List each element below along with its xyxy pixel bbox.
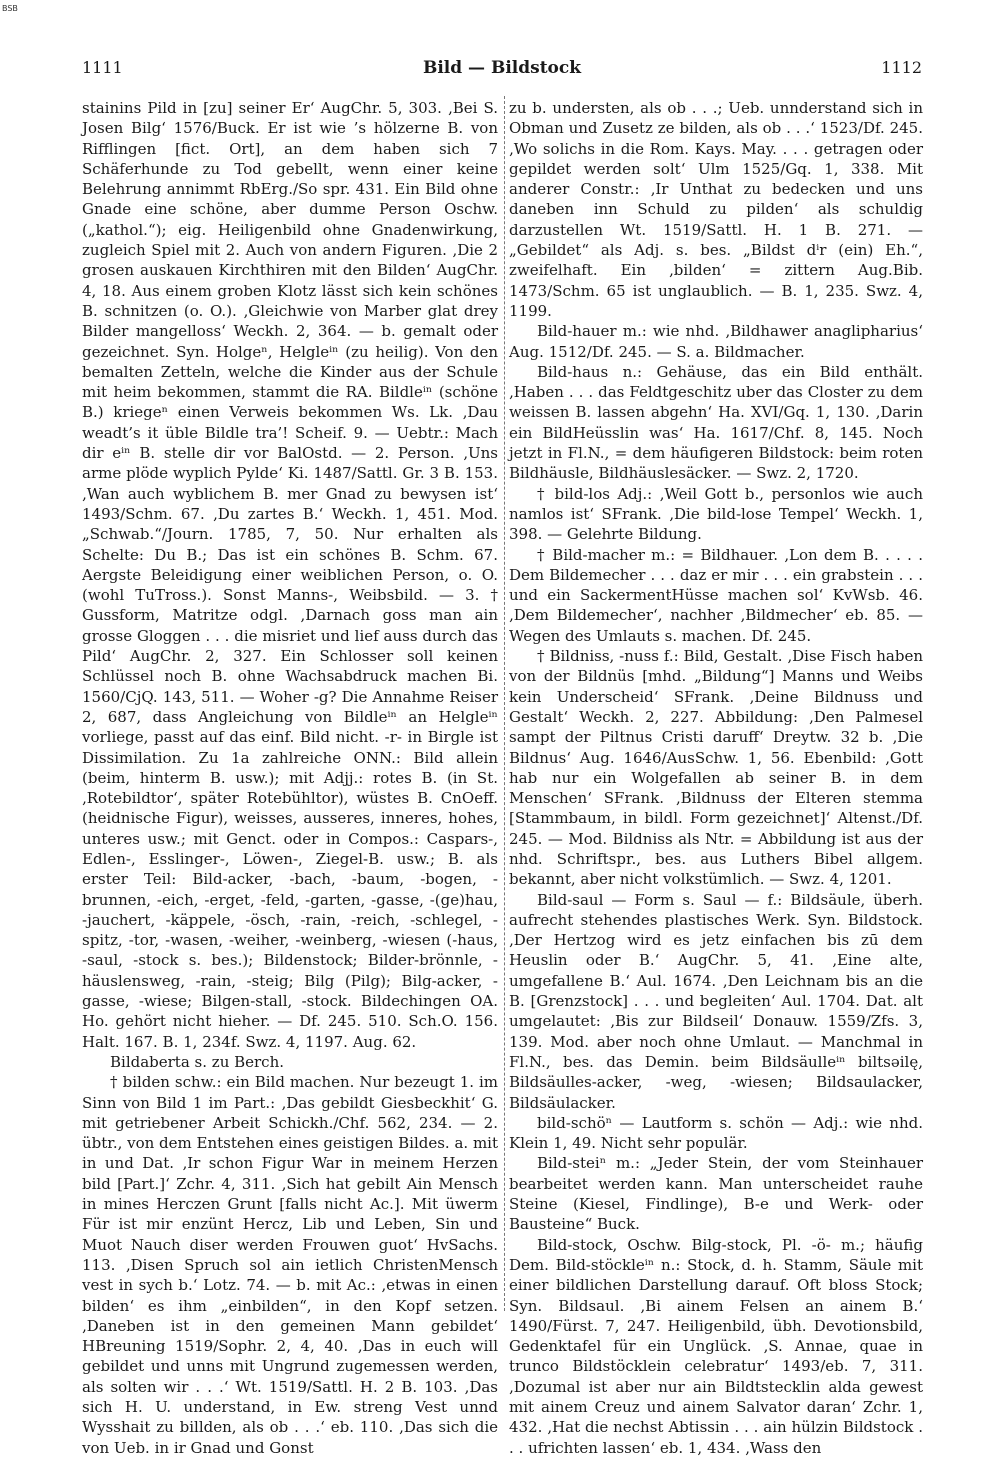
entry-bild-saul: Bild-saul — Form s. Saul — f.: Bildsäule, überh. aufrecht stehendes plastisches Werk. Syn. Bildstock. ‚Der Hertzog wird es jetz einfachen bis zū dem Heuslin oder B.‘ AugChr. 5, 41. ‚Eine alte, umgefallene B.‘ Aul. 1674. ‚Den Leichnam bis an die B. [Grenzstock] . . . und begleiten‘ Aul. 1704. Dat. alt umgelautet: ‚Bis zur Bildseil‘ Donauw. 1559/Zfs. 3, 139. Mod. aber noch ohne Umlaut. — Manchmal in Fl.N., bes. das Demin. beim Bildsäulleⁱⁿ biltsəilę, Bildsäulles-acker, -weg, -wiesen; Bildsaulacker, Bildsäulacker.: [509, 890, 923, 1112]
entry-bild-stock: Bild-stock, Oschw. Bilg-stock, Pl. -ö- m.; häufig Dem. Bild-stöckleⁱⁿ n.: Stock, d. h. Stamm, Säule mit einer bildlichen Darstellung darauf. Oft bloss Stock; Syn. Bildsaul. ‚Bi ainem Felsen an ainem B.‘ 1490/Fürst. 7, 247. Heiligenbild, übh. Devotionsbild, Gedenktafel für ein Unglück. ‚S. Annae, quae in trunco Bildstöcklein celebratur‘ 1493/eb. 7, 311. ‚Dozumal ist aber nur ain Bildtstecklin alda gewest mit ainem Creuz und ainem Salvator daran‘ Zchr. 1, 432. ‚Hat die nechst Abtissin . . . ain hülzin Bildstock . . . ufrichten lassen‘ eb. 1, 434. ‚Wass den: [509, 1235, 923, 1457]
entry-bild-schoen: bild-schöⁿ — Lautform s. schön — Adj.: wie nhd. Klein 1, 49. Nicht sehr populär.: [509, 1113, 923, 1153]
library-stamp: BSB: [2, 4, 18, 13]
page-number-left: 1111: [82, 58, 123, 77]
entry-bild-haus: Bild-haus n.: Gehäuse, das ein Bild enthält. ‚Haben . . . das Feldtgeschitz uber das Closter zu dem weissen B. lassen abgehn‘ Ha. XVI/Gq. 1, 130. ‚Darin ein BildHeüsslin was‘ Ha. 1617/Chf. 8, 145. Noch jetzt in Fl.N., = dem häufigeren Bildstock: beim roten Bildhäusle, Bildhäuslesäcker. — Swz. 2, 1720.: [509, 362, 923, 483]
entry-bilden: † bilden schw.: ein Bild machen. Nur bezeugt 1. im Sinn von Bild 1 im Part.: ‚Das gebildt Giesbeckhit‘ G. mit getriebener Arbeit Schickh./Chf. 562, 234. — 2. übtr., von dem Entstehen eines geistigen Bildes. a. mit in und Dat. ‚Ir schon Figur War in meinem Herzen bild [Part.]‘ Zchr. 4, 311. ‚Sich hat gebilt Ain Mensch in mines Herczen Grunt [falls nicht Ac.]. Mit üwerm Für ist mir enzünt Hercz, Lib und Leben, Sin und Muot Nauch diser werden Frouwen guot‘ HvSachs. 113. ‚Disen Spruch sol ain ietlich ChristenMensch vest in sych b.‘ Lotz. 74. — b. mit Ac.: ‚etwas in einen bilden‘ es ihm „einbilden“, in den Kopf setzen. ‚Daneben ist in den gemeinen Mann gebildet‘ HBreuning 1519/Sophr. 2, 4, 40. ‚Das in euch will gebildet und unns mit Ungrund zugemessen werden, als solten wir . . .‘ Wt. 1519/Sattl. H. 2 B. 103. ‚Das sich H. U. understand, in Ew. streng Vest unnd Wysshait zu billden, als ob . . .‘ eb. 110. ‚Das sich die von Ueb. in ir Gnad und Gonst: [82, 1073, 498, 1457]
right-column: [509, 98, 923, 1457]
entry-bild-continued: stainins Pild in [zu] seiner Er‘ AugChr. 5, 303. ‚Bei S. Josen Bilg‘ 1576/Buck. Er ist wie ’s hölzerne B. von Rifflingen [fict. Ort], an dem haben sich 7 Schäferhunde zu Tod gebellt, wenn einer keine Belehrung annimmt RbErg./So spr. 431. Ein Bild ohne Gnade eine schöne, aber dumme Person Oschw. („kathol.“); eig. Heiligenbild ohne Gnadenwirkung, zugleich Spiel mit 2. Auch von andern Figuren. ‚Die 2 grosen auskauen Kirchthiren mit den Bilden‘ AugChr. 4, 18. Aus einem groben Klotz lässt sich kein schönes B. schnitzen (o. O.). ‚Gleichwie von Marber glat drey Bilder mangelloss‘ Weckh. 2, 364. — b. gemalt oder gezeichnet. Syn. Holgeⁿ, Helgleⁱⁿ (zu heilig). Von den bemalten Zetteln, welche die Kinder aus der Schule mit heim bekommen, stammt die RA. Bildleⁱⁿ (schöne B.) kriegeⁿ einen Verweis bekommen Ws. Lk. ‚Dau weadt’s it üble Bildle tra’! Scheif. 9. — Uebtr.: Mach dir eⁱⁿ B. stelle dir vor BalOstd. — 2. Person. ‚Uns arme plöde wyplich Pylde‘ Ki. 1487/Sattl. Gr. 3 B. 153. ‚Wan auch wyblichem B. mer Gnad zu bewysen ist‘ 1493/Schm. 67. ‚Du zartes B.‘ Weckh. 1, 451. Mod. „Schwab.“/Journ. 1785, 7, 50. Nur erhalten als Schelte: Du B.; Das ist ein schönes B. Schm. 67. Aergste Beleidigung einer weiblichen Person, o. O. (wohl TuTross.). Sonst Manns-, Weibsbild. — 3. † Gussform, Matritze odgl. ‚Darnach goss man ain grosse Gloggen . . . die misriet und lief auss durch das Pild‘ AugChr. 2, 327. Ein Schlosser soll keinen Schlüssel noch B. ohne Wachsabdruck machen Bi. 1560/CjQ. 143, 511. — Woher -g? Die Annahme Reiser 2, 687, dass Angleichung von Bildleⁱⁿ an Helgleⁱⁿ vorliege, passt auf das einf. Bild nicht. -r- in Birgle ist Dissimilation. Zu 1a zahlreiche ONN.: Bild allein (beim, hinterm B. usw.); mit Adjj.: rotes B. (in St. ‚Rotebildtor‘, später Rotebühltor), wüstes B. CnOeff. (heidnische Figur), weisses, ausseres, inneres, hohes, unteres usw.; mit Genct. oder in Compos.: Caspars-, Edlen-, Esslinger-, Löwen-, Ziegel-B. usw.; B. als erster Teil: Bild-acker, -bach, -baum, -bogen, -brunnen, -eich, -erget, -feld, -garten, -gasse, -(ge)hau, -jauchert, -käppele, -ösch, -rain, -reich, -schlegel, -spitz, -tor, -wasen, -weiher, -weinberg, -wiesen (-haus, -saul, -stock s. bes.); Bildenstock; Bilder-brönnle, -häuslensweg, -rain, -steig; Bilg (Pilg); Bilg-acker, -gasse, -wiese; Bilgen-stall, -stock. Bildechingen OA. Ho. gehört nicht hieher. — Df. 245. 510. Sch.O. 156. Halt. 167. B. 1, 234f. Swz. 4, 1197. Aug. 62.: [82, 99, 498, 1051]
page-number-right: 1112: [881, 58, 922, 77]
entry-bild-los: † bild-los Adj.: ‚Weil Gott b., personlos wie auch namlos ist‘ SFrank. ‚Die bild-lose Tempel‘ Weckh. 1, 398. — Gelehrte Bildung.: [509, 484, 923, 544]
page-header: [82, 58, 922, 82]
entry-bilden-continued: zu b. understen, als ob . . .; Ueb. unnderstand sich in Obman und Zusetz ze bilden, als ob . . .‘ 1523/Df. 245. ‚Wo solichs in die Rom. Kays. May. . . . getragen oder gepildet werden solt‘ Ulm 1525/Gq. 1, 338. Mit anderer Constr.: ‚Ir Unthat zu bedecken und uns daneben inn Schuld zu pilden‘ als schuldig darzustellen Wt. 1519/Sattl. H. 1 B. 271. — „Gebildet“ als Adj. s. bes. „Bildst dⁱr (ein) Eh.“, zweifelhaft. Ein ‚bilden‘ = zittern Aug.Bib. 1473/Schm. 65 ist unglaublich. — B. 1, 235. Swz. 4, 1199.: [509, 99, 923, 320]
entry-bild-stein: Bild-steiⁿ m.: „Jeder Stein, der vom Steinhauer bearbeitet werden kann. Man unterscheidet rauhe Steine (Kiesel, Findlinge), B-e und Werk- oder Bausteine“ Buck.: [509, 1154, 923, 1234]
entry-bildaberta: Bildaberta s. zu Berch.: [110, 1052, 285, 1071]
running-title: Bild — Bildstock: [422, 58, 582, 78]
entry-bildniss: † Bildniss, -nuss f.: Bild, Gestalt. ‚Dise Fisch haben von der Bildnüs [mhd. „Bildung“] Manns und Weibs kein Underscheid‘ SFrank. ‚Deine Bildnuss und Gestalt‘ Weckh. 2, 227. Abbildung: ‚Den Palmesel sampt der Piltnus Cristi daruff‘ Dreytw. 32 b. ‚Die Bildnus‘ Aug. 1646/AusSchw. 1, 56. Ebenbild: ‚Gott hab nur ein Wolgefallen ab seiner B. in dem Menschen‘ SFrank. ‚Bildnuss der Elteren stemma [Stammbaum, in bildl. Form gezeichnet]‘ Altenst./Df. 245. — Mod. Bildniss als Ntr. = Abbildung ist aus der nhd. Schriftspr., bes. aus Luthers Bibel allgem. bekannt, aber nicht volkstümlich. — Swz. 4, 1201.: [509, 647, 923, 889]
entry-bild-macher: † Bild-macher m.: = Bildhauer. ‚Lon dem B. . . . . Dem Bildemecher . . . daz er mir . . . ein grabstein . . . und ein SackermentHüsse machen sol‘ KvWsb. 46. ‚Dem Bildemecher‘, nachher ‚Bildmecher‘ eb. 85. — Wegen des Umlauts s. machen. Df. 245.: [509, 545, 923, 645]
entry-bild-hauer: Bild-hauer m.: wie nhd. ‚Bildhawer anaglipharius‘ Aug. 1512/Df. 245. — S. a. Bildmacher.: [509, 322, 923, 361]
left-column: [82, 98, 498, 1457]
column-divider: [504, 96, 505, 1311]
